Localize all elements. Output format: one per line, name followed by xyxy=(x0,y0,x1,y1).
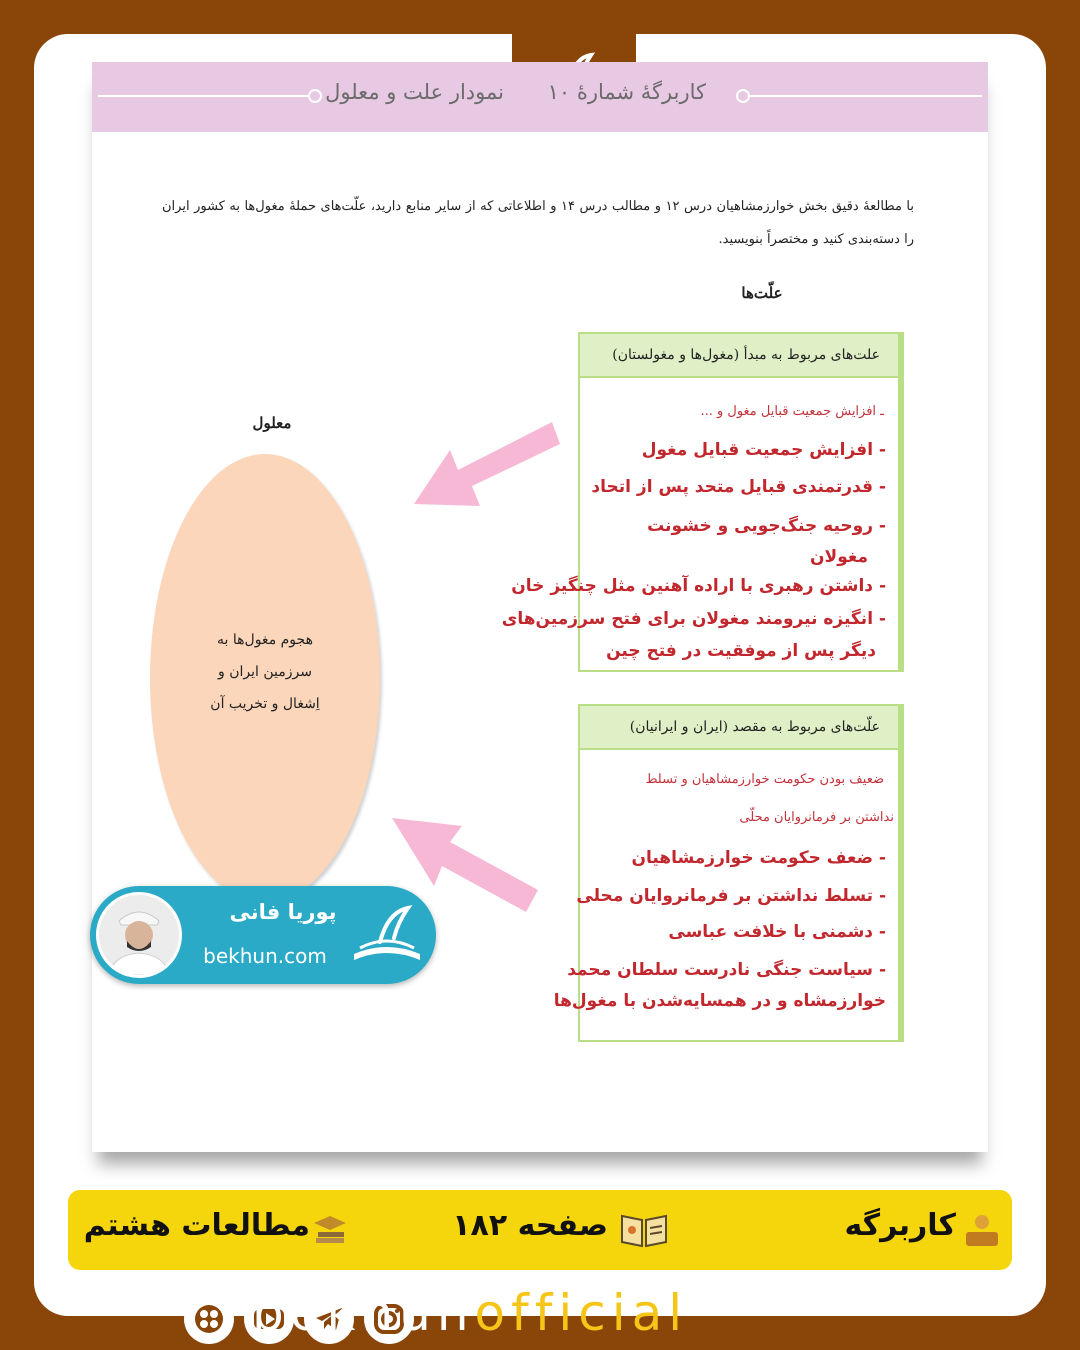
worksheet-title: نمودار علت و معلول xyxy=(325,80,504,104)
origin-item: دیگر پس از موفقیت در فتح چین xyxy=(606,641,876,661)
origin-item: - داشتن رهبری با اراده آهنین مثل چنگیز خان xyxy=(511,576,886,596)
subject-label: مطالعات هشتم xyxy=(83,1208,310,1243)
origin-handwritten-answer: ـ افزایش جمعیت قبایل مغول و ... xyxy=(700,404,884,419)
graduation-books-icon xyxy=(312,1214,348,1246)
arrow-origin-to-effect xyxy=(410,414,560,524)
header-rule-left xyxy=(98,95,310,97)
effect-line: هجوم مغول‌ها به xyxy=(217,632,313,648)
origin-item: مغولان xyxy=(810,547,868,567)
info-bar xyxy=(68,1190,1012,1270)
origin-item: - افزایش جمعیت قبایل مغول xyxy=(641,440,886,460)
brand-handle[interactable] xyxy=(252,1284,688,1342)
person-avatar-icon xyxy=(99,895,179,975)
author-site[interactable]: bekhun.com xyxy=(203,944,327,968)
origin-item: - روحیه جنگ‌جویی و خشونت xyxy=(647,516,886,536)
teacher-icon xyxy=(962,1212,1002,1248)
author-name: پوریا فانی xyxy=(229,900,337,924)
destination-item: خوارزمشاه و در همسایه‌شدن با مغول‌ها xyxy=(553,991,886,1011)
author-badge[interactable] xyxy=(90,886,436,984)
worksheet-number: کاربرگهٔ شمارهٔ ۱۰ xyxy=(547,80,706,104)
author-avatar xyxy=(96,892,182,978)
origin-item: - قدرتمندی قبایل متحد پس از اتحاد xyxy=(591,477,886,497)
destination-box-title: علّت‌های مربوط به مقصد (ایران و ایرانیان) xyxy=(580,706,898,750)
worksheet-label: کاربرگه xyxy=(844,1208,956,1243)
instruction-text: با مطالعهٔ دقیق بخش خوارزمشاهیان درس ۱۲ و مطالب درس ۱۴ و اطلاعاتی که از سایر منابع دارید، علّت‌های حملهٔ مغول‌ها به کشور ایران را دسته‌بندی کنید و مختصراً بنویسید. xyxy=(162,199,915,247)
bekhun-book-logo-icon xyxy=(348,898,426,972)
aparat-icon[interactable] xyxy=(184,1294,234,1344)
destination-item: - تسلط نداشتن بر فرمانروایان محلی xyxy=(576,886,886,906)
destination-item: - دشمنی با خلافت عباسی xyxy=(668,922,886,942)
effect-heading: معلول xyxy=(252,414,292,432)
worksheet-page xyxy=(92,62,988,1152)
header-dot-right xyxy=(736,89,750,103)
origin-item: - انگیزه نیرومند مغولان برای فتح سرزمین‌های xyxy=(501,609,886,629)
destination-handwritten-line: ضعیف بودن حکومت خوارزمشاهیان و تسلط xyxy=(645,772,884,787)
effect-ellipse xyxy=(150,454,380,902)
brand-part-1: bekhun xyxy=(252,1284,475,1342)
page-number-label: صفحه ۱۸۲ xyxy=(452,1208,608,1243)
destination-item: - سیاست جنگی نادرست سلطان محمد xyxy=(567,960,886,980)
open-book-icon xyxy=(620,1212,668,1248)
origin-box-title: علت‌های مربوط به مبدأ (مغول‌ها و مغولستان) xyxy=(580,334,898,378)
worksheet-header xyxy=(92,62,988,132)
effect-line: اِشغال و تخریب آن xyxy=(210,696,320,712)
header-rule-right xyxy=(750,95,982,97)
destination-handwritten-line: نداشتن بر فرمانروایان محلّی xyxy=(739,810,894,825)
effect-line: سرزمین ایران و xyxy=(218,664,312,680)
causes-heading: علّت‌ها xyxy=(741,284,783,302)
header-dot-left xyxy=(308,89,322,103)
origin-causes-box xyxy=(501,332,900,672)
brand-part-2: official xyxy=(474,1284,689,1342)
destination-item: - ضعف حکومت خوارزمشاهیان xyxy=(631,848,886,868)
destination-causes-box xyxy=(553,704,900,1042)
